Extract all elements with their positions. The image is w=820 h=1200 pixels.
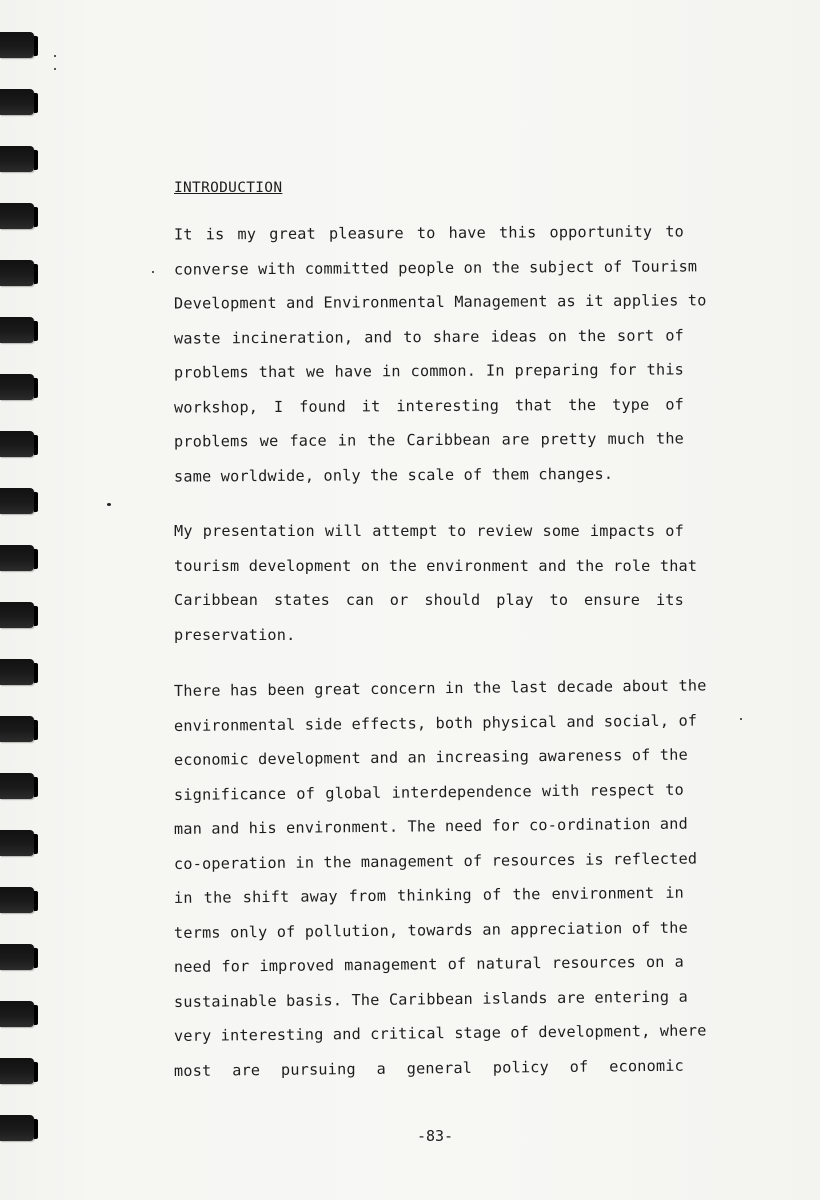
section-heading: INTRODUCTION	[174, 180, 283, 196]
ink-speck	[152, 271, 154, 273]
binding-tooth	[0, 260, 34, 286]
text-line: significance of global interdependence with respect to	[173, 780, 685, 804]
binding-tooth	[0, 830, 34, 856]
ink-speck	[740, 718, 742, 720]
text-line: co-operation in the management of resources is reflected	[173, 849, 698, 873]
binding-tooth	[0, 773, 34, 799]
paragraph-1	[173, 216, 707, 492]
text-line: preservation.	[174, 625, 296, 644]
binding-tooth	[0, 659, 34, 685]
binding-tooth	[0, 1001, 34, 1027]
ink-speck	[54, 68, 56, 70]
text-line: need for improved management of natural resources on a	[173, 952, 685, 976]
text-line: Caribbean states can or should play to ensure its	[174, 591, 684, 609]
binding-tooth	[0, 887, 34, 913]
text-line: most are pursuing a general policy of economic	[173, 1056, 685, 1080]
spiral-binding	[0, 20, 40, 1160]
ink-speck	[54, 55, 56, 57]
ink-speck	[107, 503, 111, 506]
text-line: environmental side effects, both physical and social, of	[173, 711, 698, 735]
binding-tooth	[0, 716, 34, 742]
binding-tooth	[0, 146, 34, 172]
text-line: problems that we have in common. In preparing for this	[173, 360, 685, 382]
text-line: problems we face in the Caribbean are pretty much the	[173, 429, 685, 451]
binding-tooth	[0, 431, 34, 457]
binding-tooth	[0, 317, 34, 343]
paragraph-2	[174, 514, 698, 652]
text-line: Development and Environmental Management as it applies to	[173, 291, 707, 313]
binding-tooth	[0, 602, 34, 628]
text-line: in the shift away from thinking of the environment in	[173, 883, 685, 907]
text-line: It is my great pleasure to have this opportunity to	[173, 222, 685, 244]
binding-tooth	[0, 32, 34, 58]
text-line: man and his environment. The need for co-ordination and	[173, 814, 688, 838]
binding-tooth	[0, 1058, 34, 1084]
text-line: economic development and an increasing awareness of the	[173, 745, 688, 769]
text-line: same worldwide, only the scale of them changes.	[173, 464, 614, 486]
binding-tooth	[0, 89, 34, 115]
text-line: There has been great concern in the last decade about the	[173, 676, 707, 700]
text-line: sustainable basis. The Caribbean islands are entering a	[173, 987, 688, 1011]
text-line: waste incineration, and to share ideas on the sort of	[173, 325, 685, 348]
binding-tooth	[0, 488, 34, 514]
page-number: -83-	[416, 1127, 454, 1145]
binding-tooth	[0, 203, 34, 229]
binding-tooth	[0, 545, 34, 571]
paragraph-3	[173, 674, 707, 1088]
text-line: terms only of pollution, towards an appreciation of the	[173, 918, 688, 942]
text-line: tourism development on the environment and the role that	[174, 556, 698, 575]
text-line: workshop, I found it interesting that the type of	[173, 394, 685, 417]
text-line: converse with committed people on the subject of Tourism	[173, 256, 698, 279]
text-line: My presentation will attempt to review some impacts of	[174, 522, 684, 540]
text-line: very interesting and critical stage of development, where	[173, 1021, 707, 1045]
document-body	[173, 180, 707, 1110]
binding-tooth	[0, 944, 34, 970]
binding-tooth	[0, 374, 34, 400]
